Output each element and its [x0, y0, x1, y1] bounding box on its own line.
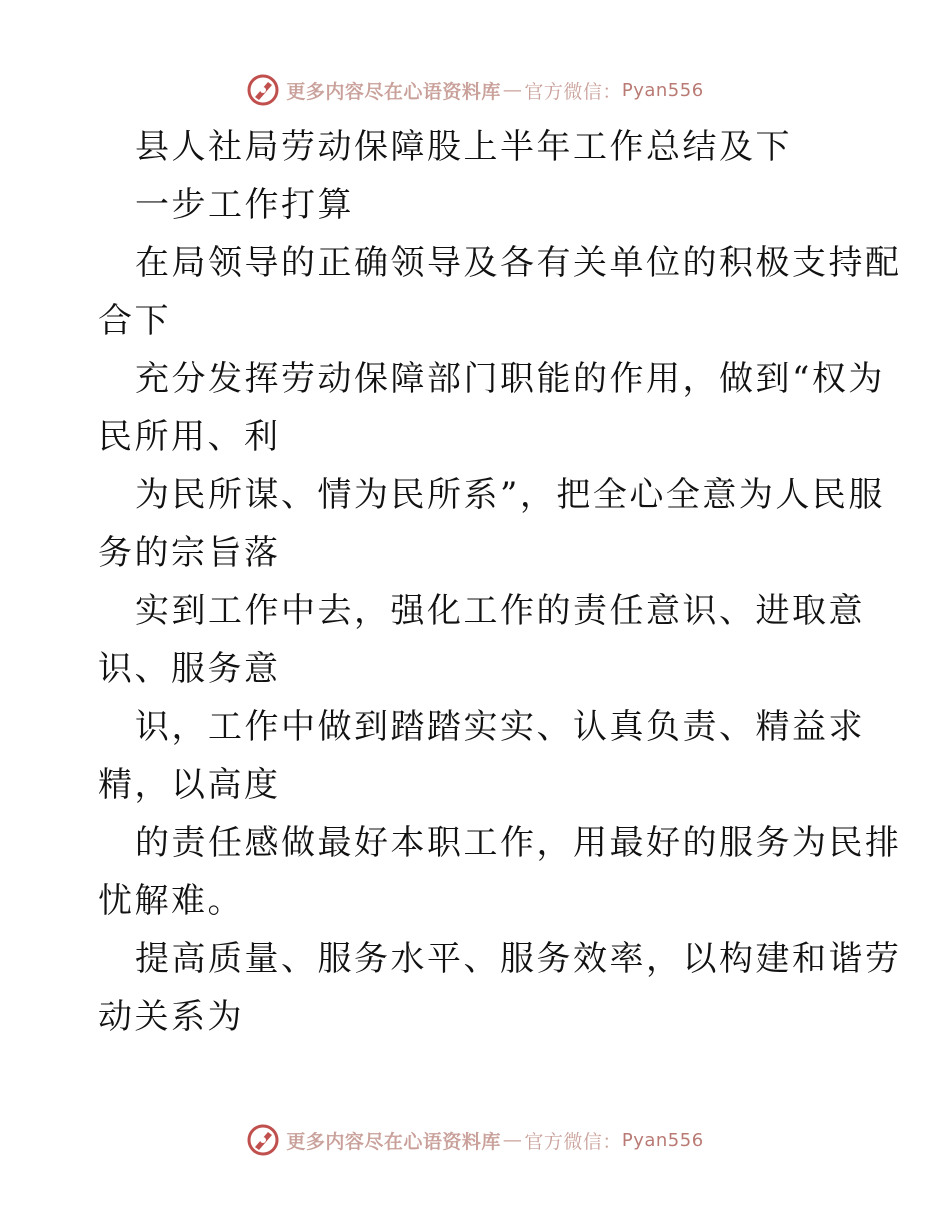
red-circle-pen-logo-icon: [246, 1123, 280, 1157]
paragraph-line: 识，工作中做到踏踏实实、认真负责、精益求: [135, 707, 865, 747]
paragraph-line: 精，以高度: [98, 765, 281, 805]
paragraph-line: 识、服务意: [98, 649, 281, 689]
banner-wechat-label: 官方微信：: [524, 80, 622, 103]
paragraph-line: 为民所谋、情为民所系”，把全心全意为人民服: [135, 475, 885, 515]
paragraph-line: 合下: [98, 301, 171, 341]
paragraph-line: 务的宗旨落: [98, 533, 281, 573]
banner-wechat-id: Pyan556: [621, 79, 704, 101]
banner-wechat-id: Pyan556: [621, 1129, 704, 1151]
banner-title: 更多内容尽在心语资料库: [286, 1130, 501, 1153]
banner-separator: —: [502, 79, 523, 101]
document-body: [98, 118, 902, 1046]
paragraph-line: 提高质量、服务水平、服务效率，以构建和谐劳: [135, 939, 902, 979]
header-watermark-banner: [0, 70, 950, 110]
document-title-line-2: 一步工作打算: [135, 185, 354, 225]
banner-separator: —: [502, 1129, 523, 1151]
banner-title: 更多内容尽在心语资料库: [286, 80, 501, 103]
footer-watermark-banner: [0, 1120, 950, 1160]
red-circle-pen-logo-icon: [246, 73, 280, 107]
paragraph-line: 动关系为: [98, 997, 244, 1037]
paragraph-line: 充分发挥劳动保障部门职能的作用，做到“权为: [135, 359, 885, 399]
paragraph-line: 忧解难。: [98, 881, 244, 921]
paragraph-line: 实到工作中去，强化工作的责任意识、进取意: [135, 591, 865, 631]
banner-wechat-label: 官方微信：: [524, 1130, 622, 1153]
paragraph-line: 在局领导的正确领导及各有关单位的积极支持配: [135, 243, 902, 283]
document-title-line-1: 县人社局劳动保障股上半年工作总结及下: [135, 127, 792, 167]
paragraph-line: 民所用、利: [98, 417, 281, 457]
paragraph-line: 的责任感做最好本职工作，用最好的服务为民排: [135, 823, 902, 863]
